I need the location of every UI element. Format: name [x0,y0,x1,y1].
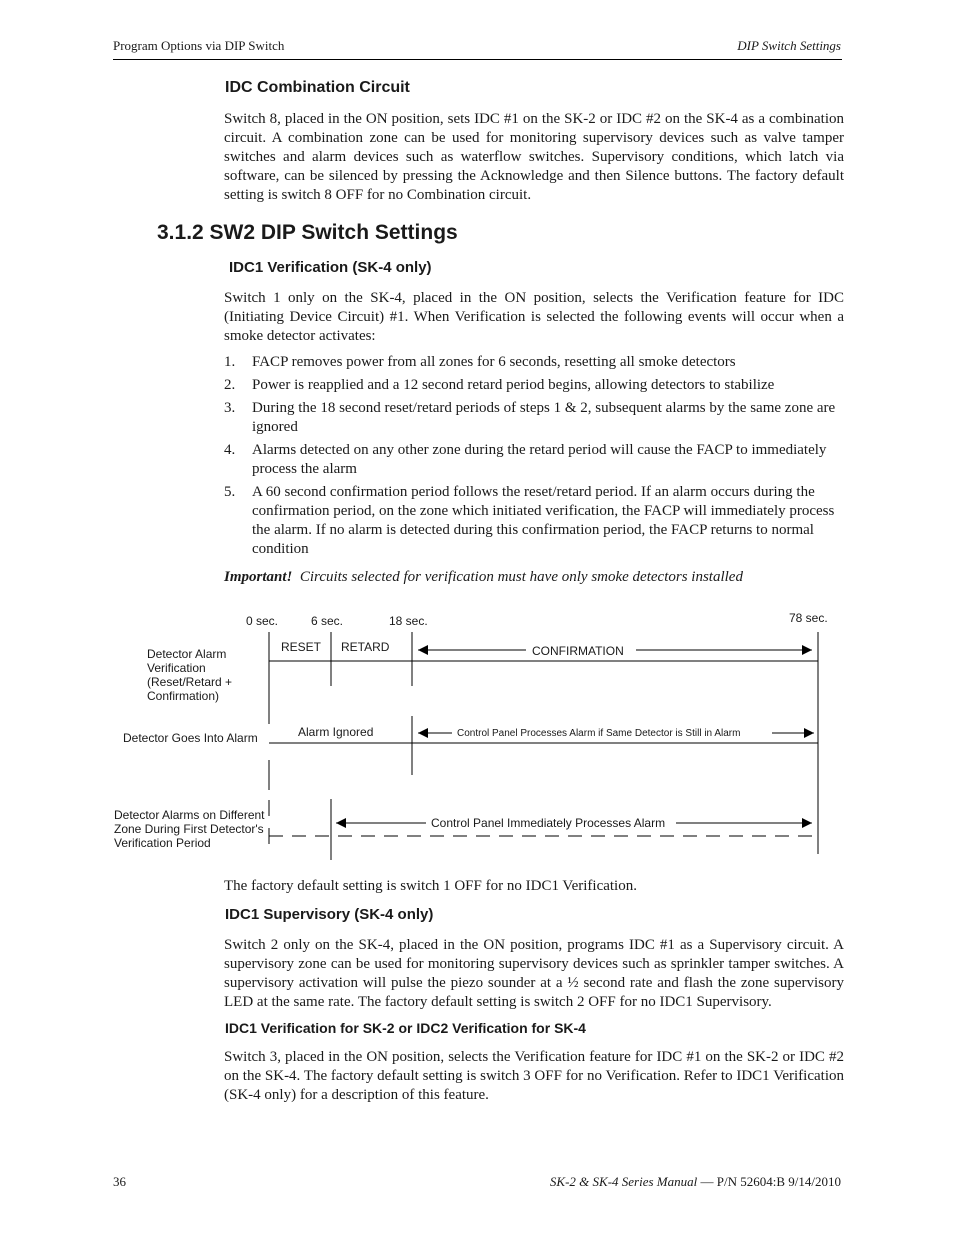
reset-label: RESET [281,640,322,654]
list-item: 2. Power is reapplied and a 12 second retard period begins, allowing detectors to stabilize [224,377,775,393]
row2-label: Detector Goes Into Alarm [123,731,258,745]
list-item: 4. Alarms detected on any other zone during the retard period will cause the FACP to immediately process the alarm [224,442,827,477]
part-number: — P/N 52604:B 9/14/2010 [697,1174,841,1189]
idc-verification-sk2-paragraph: Switch 3, placed in the ON position, selects the Verification feature for IDC #1 on the SK-2 or IDC #2 on the SK-4. The factory default setting is switch 3 OFF for no Verification. Refer to IDC1 Verification (SK-4 only) for a description of this feature. [224,1049,844,1103]
important-text: Circuits selected for verification must have only smoke detectors installed [299,569,743,585]
immediate-processes-label: Control Panel Immediately Processes Alarm [431,816,666,830]
idc1-verification-heading: IDC1 Verification (SK-4 only) [229,259,432,276]
list-item: 1. FACP removes power from all zones for 6 seconds, resetting all smoke detectors [224,354,736,370]
header-rule [113,59,842,60]
time-label-18: 18 sec. [389,614,428,628]
row1-label: Detector Alarm Verification (Reset/Retard + Confirmation) [147,647,233,703]
important-label: Important! [224,569,293,585]
idc1-supervisory-heading: IDC1 Supervisory (SK-4 only) [225,906,434,923]
idc-combination-heading: IDC Combination Circuit [225,79,410,96]
verification-timing-diagram [0,600,954,865]
confirmation-label: CONFIRMATION [532,644,624,658]
list-item: 3. During the 18 second reset/retard periods of steps 1 & 2, subsequent alarms by the same zone are ignored [224,400,836,435]
manual-title: SK-2 & SK-4 Series Manual [549,1174,698,1189]
time-label-6: 6 sec. [311,614,344,628]
row3-label: Detector Alarms on Different Zone During First Detector's Verification Period [114,808,265,850]
important-note [224,569,743,586]
retard-label: RETARD [341,640,390,654]
alarm-ignored-label: Alarm Ignored [298,725,374,739]
idc1-supervisory-paragraph: Switch 2 only on the SK-4, placed in the ON position, programs IDC #1 as a Supervisory circuit. A supervisory zone can be used for monitoring supervisory devices such as sprinkler tamper switches. A supervisory activation will pulse the piezo sounder at a ½ second rate and flash the zone supervisory LED at the same rate. The factory default setting is switch 2 OFF for no IDC1 Supervisory. [224,937,844,1010]
processes-if-still-label: Control Panel Processes Alarm if Same Detector is Still in Alarm [457,728,741,739]
footer-manual-info [550,1174,841,1190]
running-header-right: DIP Switch Settings [737,38,841,53]
idc-verification-sk2-heading: IDC1 Verification for SK-2 or IDC2 Verification for SK-4 [225,1020,586,1036]
section-title: 3.1.2 SW2 DIP Switch Settings [157,221,458,244]
idc1-verification-paragraph: Switch 1 only on the SK-4, placed in the ON position, selects the Verification feature for IDC (Initiating Device Circuit) #1. When Verification is selected the following events will occur when a smoke detector activates: [224,290,844,344]
page-number: 36 [113,1174,126,1189]
idc-combination-paragraph: Switch 8, placed in the ON position, sets IDC #1 on the SK-2 or IDC #2 on the SK-4 as a combination circuit. A combination zone can be used for monitoring supervisory devices such as valve tamper switches and alarm devices such as waterflow switches. Supervisory conditions, which latch via software, can be silenced by pressing the Acknowledge and then Silence buttons. The factory default setting is switch 8 OFF for no Combination circuit. [224,111,844,203]
list-item: 5. A 60 second confirmation period follows the reset/retard period. If an alarm occurs during the confirmation period, on the zone which initiated verification, the FACP will immediately process the alarm. If no alarm is detected during this confirmation period, the FACP returns to normal condition [224,484,835,557]
time-label-78: 78 sec. [789,611,828,625]
idc1-verification-default-note: The factory default setting is switch 1 OFF for no IDC1 Verification. [224,878,637,894]
verification-steps-list [224,353,844,563]
running-header-left: Program Options via DIP Switch [113,38,285,53]
time-label-0: 0 sec. [246,614,279,628]
